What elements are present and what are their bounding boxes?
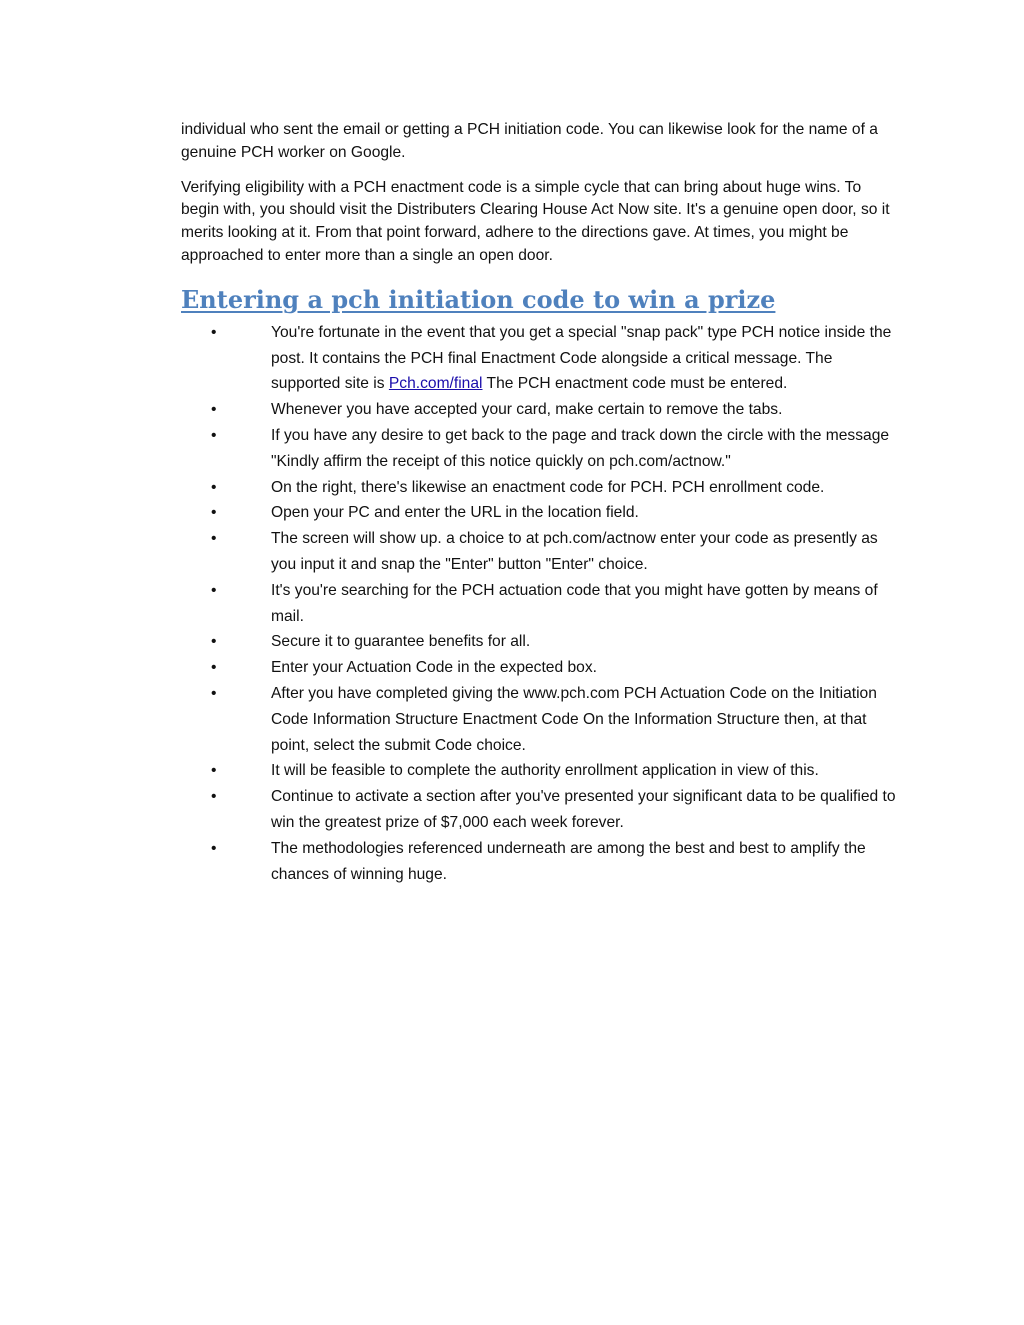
list-item-text: Enter your Actuation Code in the expected box.: [271, 659, 597, 677]
bullet-icon: •: [211, 659, 217, 677]
intro-paragraph-1: individual who sent the email or getting a PCH initiation code. You can likewise look for the name of a genuine PCH worker on Google.: [181, 121, 878, 161]
bullet-icon: •: [211, 684, 217, 702]
list-item-text: The methodologies referenced underneath are among the best and best to amplify the chances of winning huge.: [271, 839, 866, 883]
document-page: [181, 119, 903, 887]
bullet-icon: •: [211, 478, 217, 496]
list-item-text: On the right, there's likewise an enactment code for PCH. PCH enrollment code.: [271, 478, 825, 496]
list-item: [181, 423, 903, 475]
section-heading: Entering a pch initiation code to win a prize: [181, 284, 776, 314]
bullet-icon: •: [211, 633, 217, 651]
intro-paragraph-2: Verifying eligibility with a PCH enactment code is a simple cycle that can bring about huge wins. To begin with, you should visit the Distributers Clearing House Act Now site. It's a genuine open door, so it merits looking at it. From that point forward, adhere to the directions gave. At times, you might be approached to enter more than a single an open door.: [181, 178, 890, 264]
list-item-text: You're fortunate in the event that you get a special "snap pack" type PCH notice inside the post. It contains the PCH final Enactment Code alongside a critical message. The supported site is: [271, 323, 892, 393]
list-item: [181, 629, 903, 655]
bullet-icon: •: [211, 323, 217, 341]
bullet-icon: •: [211, 504, 217, 522]
list-item: [181, 681, 903, 758]
list-item: [181, 500, 903, 526]
bullet-icon: •: [211, 788, 217, 806]
bullet-icon: •: [211, 762, 217, 780]
bullet-icon: •: [211, 401, 217, 419]
list-item: [181, 320, 903, 397]
list-item: [181, 526, 903, 578]
list-item: [181, 655, 903, 681]
list-item-text: It will be feasible to complete the authority enrollment application in view of this.: [271, 762, 819, 780]
list-item-text: The screen will show up. a choice to at pch.com/actnow enter your code as presently as you input it and snap the "Enter" button "Enter" choice.: [271, 530, 878, 573]
list-item: [181, 836, 903, 888]
list-item: [181, 578, 903, 630]
list-item-text: If you have any desire to get back to the page and track down the circle with the message "Kindly affirm the receipt of this notice quickly on pch.com/actnow.": [271, 426, 890, 470]
bullet-icon: •: [211, 839, 217, 857]
list-item-text: The PCH enactment code must be entered.: [482, 375, 788, 393]
list-item-text: It's you're searching for the PCH actuation code that you might have gotten by means of mail.: [271, 581, 878, 625]
bullet-list: [181, 320, 903, 888]
list-item: [181, 475, 903, 501]
list-item: [181, 758, 903, 784]
list-item: [181, 784, 903, 836]
list-item-text: Continue to activate a section after you've presented your significant data to be qualified to win the greatest prize of $7,000 each week forever.: [271, 788, 896, 831]
bullet-icon: •: [211, 581, 217, 599]
bullet-icon: •: [211, 426, 217, 444]
list-item-text: Secure it to guarantee benefits for all.: [271, 633, 531, 651]
pch-final-link[interactable]: Pch.com/final: [388, 375, 483, 393]
list-item: [181, 397, 903, 423]
list-item-text: After you have completed giving the www.pch.com PCH Actuation Code on the Initiation Code Information Structure Enactment Code On the Information Structure then, at that point, select the submit Code choice.: [271, 684, 877, 754]
list-item-text: Whenever you have accepted your card, make certain to remove the tabs.: [271, 401, 783, 419]
list-item-text: Open your PC and enter the URL in the location field.: [271, 504, 639, 522]
bullet-icon: •: [211, 530, 217, 548]
